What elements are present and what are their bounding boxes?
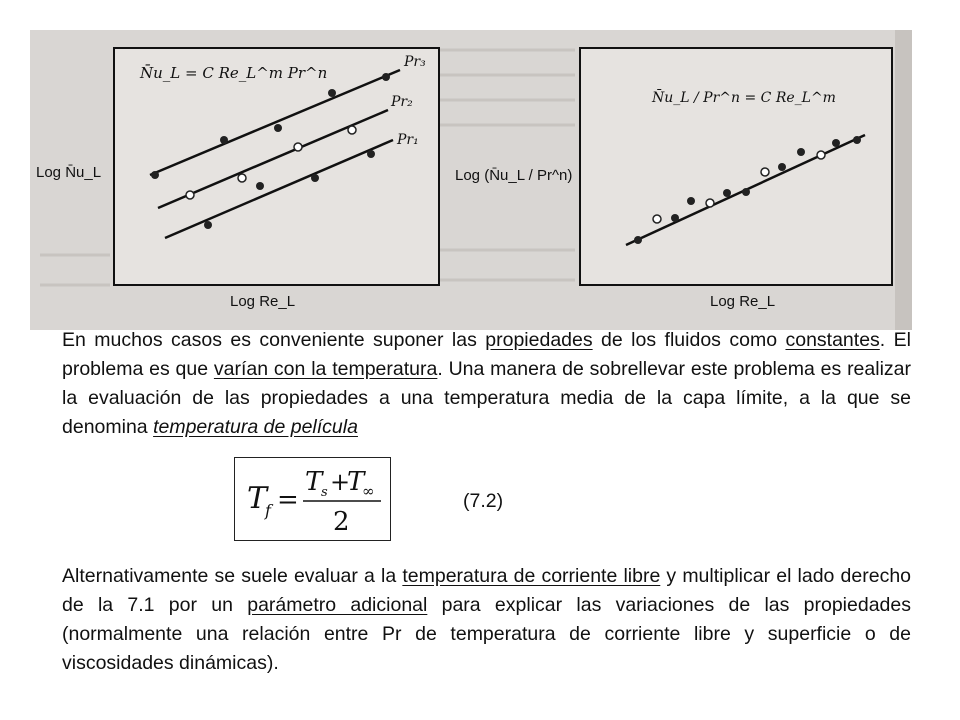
left-plot-xlabel: Log Re_L <box>230 293 296 310</box>
data-point <box>294 143 302 151</box>
p2-text-2: y multiplicar el lado derecho de la 7.1 por un <box>62 565 912 616</box>
term-constantes: constantes <box>785 329 880 351</box>
p1-text-3: . El problema es que <box>62 329 911 380</box>
data-point <box>817 151 825 159</box>
eq-num-b: T <box>347 467 365 497</box>
data-point <box>328 89 336 97</box>
paragraph-2 <box>62 562 911 678</box>
data-point <box>348 126 356 134</box>
right-plot-equation: N̄u_L / Pr^n = C Re_L^m <box>652 90 836 106</box>
term-corriente-libre: temperatura de corriente libre <box>402 565 661 587</box>
data-point <box>186 191 194 199</box>
left-plot-equation: N̄u_L = C Re_L^m Pr^n <box>140 64 328 82</box>
label-pr1: Pr₁ <box>397 132 419 148</box>
equation-number: (7.2) <box>463 490 504 512</box>
left-plot-ylabel: Log N̄u_L <box>36 164 102 181</box>
data-point <box>832 139 840 147</box>
p2-text-1: Alternativamente se suele evaluar a la <box>62 565 403 587</box>
data-point <box>723 189 731 197</box>
right-plot-frame <box>580 48 892 285</box>
eq-num-b-sub: ∞ <box>362 482 375 500</box>
p1-text-1: En muchos casos es conveniente suponer las <box>62 329 486 351</box>
data-point <box>671 214 679 222</box>
eq-lhs-sub: f <box>265 501 271 520</box>
p1-text-2: de los fluidos como <box>592 329 786 351</box>
eq-num-a-sub: s <box>321 485 328 500</box>
data-point <box>204 221 212 229</box>
data-point <box>274 124 282 132</box>
data-point <box>256 182 264 190</box>
data-point <box>687 197 695 205</box>
data-point <box>761 168 769 176</box>
data-point <box>634 236 642 244</box>
data-point <box>220 136 228 144</box>
left-plot-frame <box>114 48 439 285</box>
data-point <box>367 150 375 158</box>
term-propiedades: propiedades <box>485 329 593 351</box>
term-varian-temperatura: varían con la temperatura <box>213 358 438 380</box>
data-point <box>311 174 319 182</box>
eq-lhs: T <box>247 481 268 516</box>
eq-plus: + <box>330 468 351 496</box>
data-point <box>382 73 390 81</box>
eq-equals: = <box>277 485 299 515</box>
data-point <box>797 148 805 156</box>
data-point <box>853 136 861 144</box>
paragraph-1 <box>62 326 911 442</box>
p2-text-3: para explicar las variaciones de las propiedades (normalmente una relación entre Pr de temperatura de corriente libre y superficie o de viscosidades dinámicas). <box>62 594 911 674</box>
data-point <box>653 215 661 223</box>
term-temperatura-pelicula: temperatura de película <box>153 416 358 438</box>
label-pr3: Pr₃ <box>404 54 426 70</box>
data-point <box>151 171 159 179</box>
scanned-figure <box>0 30 912 330</box>
equation-graphic <box>235 458 390 540</box>
right-plot-xlabel: Log Re_L <box>710 293 776 310</box>
eq-num-a: T <box>305 467 323 497</box>
data-point <box>742 188 750 196</box>
data-point <box>706 199 714 207</box>
data-point <box>778 163 786 171</box>
equation-box <box>234 457 391 541</box>
label-pr2: Pr₂ <box>391 94 413 110</box>
p1-text-4: . Una manera de sobrellevar este problema es realizar la evaluación de las propiedades a una temperatura media de la capa límite, a la que se denomina <box>62 358 912 438</box>
term-parametro-adicional: parámetro adicional <box>247 594 428 616</box>
right-plot-ylabel: Log (N̄u_L / Pr^n) <box>455 167 573 184</box>
data-point <box>238 174 246 182</box>
eq-denominator: 2 <box>333 507 350 537</box>
